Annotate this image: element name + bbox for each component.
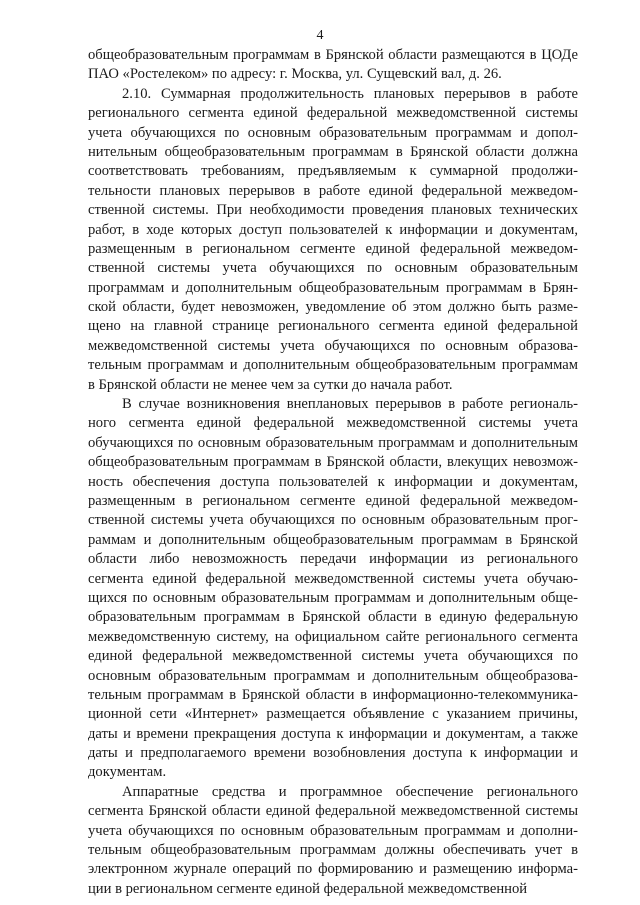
paragraph [88, 85, 578, 395]
text-line: единой федеральной межведомственной системы учета обучающихся по [88, 648, 578, 665]
text-line: 2.10. Суммарная продолжительность плановых перерывов в работе [122, 85, 578, 102]
text-line: даты и времени прекращения доступа к информации и документам, а также [88, 725, 578, 742]
text-line: области либо невозможность передачи информации из регионального [88, 551, 578, 568]
text-line: нительным общеобразовательным программам в Брянской области должна [88, 143, 578, 160]
text-line: В случае возникновения внеплановых перерывов в работе региональ- [122, 396, 578, 413]
text-line: тельным программам в Брянской области в информационно-телекоммуника- [88, 686, 578, 703]
text-line: межведомственной системы учета обучающихся по основным образова- [88, 337, 578, 354]
text-line: щено на главной странице регионального сегмента единой федеральной [88, 318, 578, 335]
text-line: ПАО «Ростелеком» по адресу: г. Москва, ул. Сущевский вал, д. 26. [88, 66, 502, 83]
text-line: ственной системы учета обучающихся по основным образовательным прог- [88, 512, 578, 529]
text-line: тельным программам и дополнительным общеобразовательным программам [88, 357, 578, 374]
paragraph [88, 783, 578, 899]
text-line: даты и предполагаемого времени возобновления доступа к информации и [88, 745, 578, 762]
text-line: ного сегмента единой федеральной межведомственной системы учета [88, 415, 578, 432]
text-line: соответствовать требованиям, предъявляемым к суммарной продолжи- [88, 163, 578, 180]
text-line: учета обучающихся по основным образовательным программам и дополни- [88, 822, 578, 839]
text-line: щихся по основным образовательным программам и дополнительным обще- [88, 589, 578, 606]
text-line: сегмента Брянской области единой федеральной межведомственной системы [88, 803, 578, 820]
text-line: тельности плановых перерывов в работе единой федеральной межведом- [88, 182, 578, 199]
text-line: в Брянской области не менее чем за сутки до начала работ. [88, 376, 453, 393]
text-line: ской области, будет невозможен, уведомление об этом должно быть разме- [88, 299, 578, 316]
text-line: размещенным в региональном сегменте единой федеральной межведом- [88, 492, 578, 509]
text-line: ции в региональном сегменте единой федеральной межведомственной [88, 880, 528, 897]
text-line: документам. [88, 764, 167, 781]
text-line: электронном журнале операций по формированию и размещению информа- [88, 861, 578, 878]
text-line: общеобразовательным программам в Брянской области, влекущих невозмож- [88, 454, 578, 471]
text-line: Аппаратные средства и программное обеспечение регионального [122, 783, 578, 800]
page-number: 4 [316, 28, 324, 43]
text-line: ственной системы учета обучающихся по основным образовательным [88, 260, 578, 277]
text-line: учета обучающихся по основным образовательным программам и допол- [88, 124, 578, 141]
text-line: образовательным программам в Брянской области в единую федеральную [88, 609, 578, 626]
text-line: работ, в ходе которых доступ пользователей к информации и документам, [88, 221, 578, 238]
text-line: обучающихся по основным образовательным программам и дополнительным [88, 434, 578, 451]
paragraph [88, 395, 578, 783]
text-line: ционной сети «Интернет» размещается объявление с указанием причины, [88, 706, 578, 723]
text-line: основным образовательным программам и дополнительным общеобразова- [88, 667, 578, 684]
text-line: регионального сегмента единой федеральной межведомственной системы [88, 105, 578, 122]
text-line: ность обеспечения доступа пользователей к информации и документам, [88, 473, 578, 490]
text-line: общеобразовательным программам в Брянской области размещаются в ЦОДе [88, 47, 578, 63]
paragraph [88, 46, 578, 85]
text-line: тельным общеобразовательным программам должны обеспечивать учет в [88, 842, 578, 859]
text-line: размещенным в региональном сегменте единой федеральной межведом- [88, 240, 578, 257]
text-line: программам и дополнительным общеобразовательным программам в Брян- [88, 279, 578, 296]
text-line: сегмента единой федеральной межведомственной системы учета обучаю- [88, 570, 578, 587]
document-body [88, 46, 578, 899]
text-line: ственной системы. При необходимости проведения плановых технических [88, 202, 578, 219]
text-line: межведомственную систему, на официальном сайте регионального сегмента [88, 628, 578, 645]
text-line: раммам и дополнительным общеобразовательным программам в Брянской [88, 531, 578, 548]
